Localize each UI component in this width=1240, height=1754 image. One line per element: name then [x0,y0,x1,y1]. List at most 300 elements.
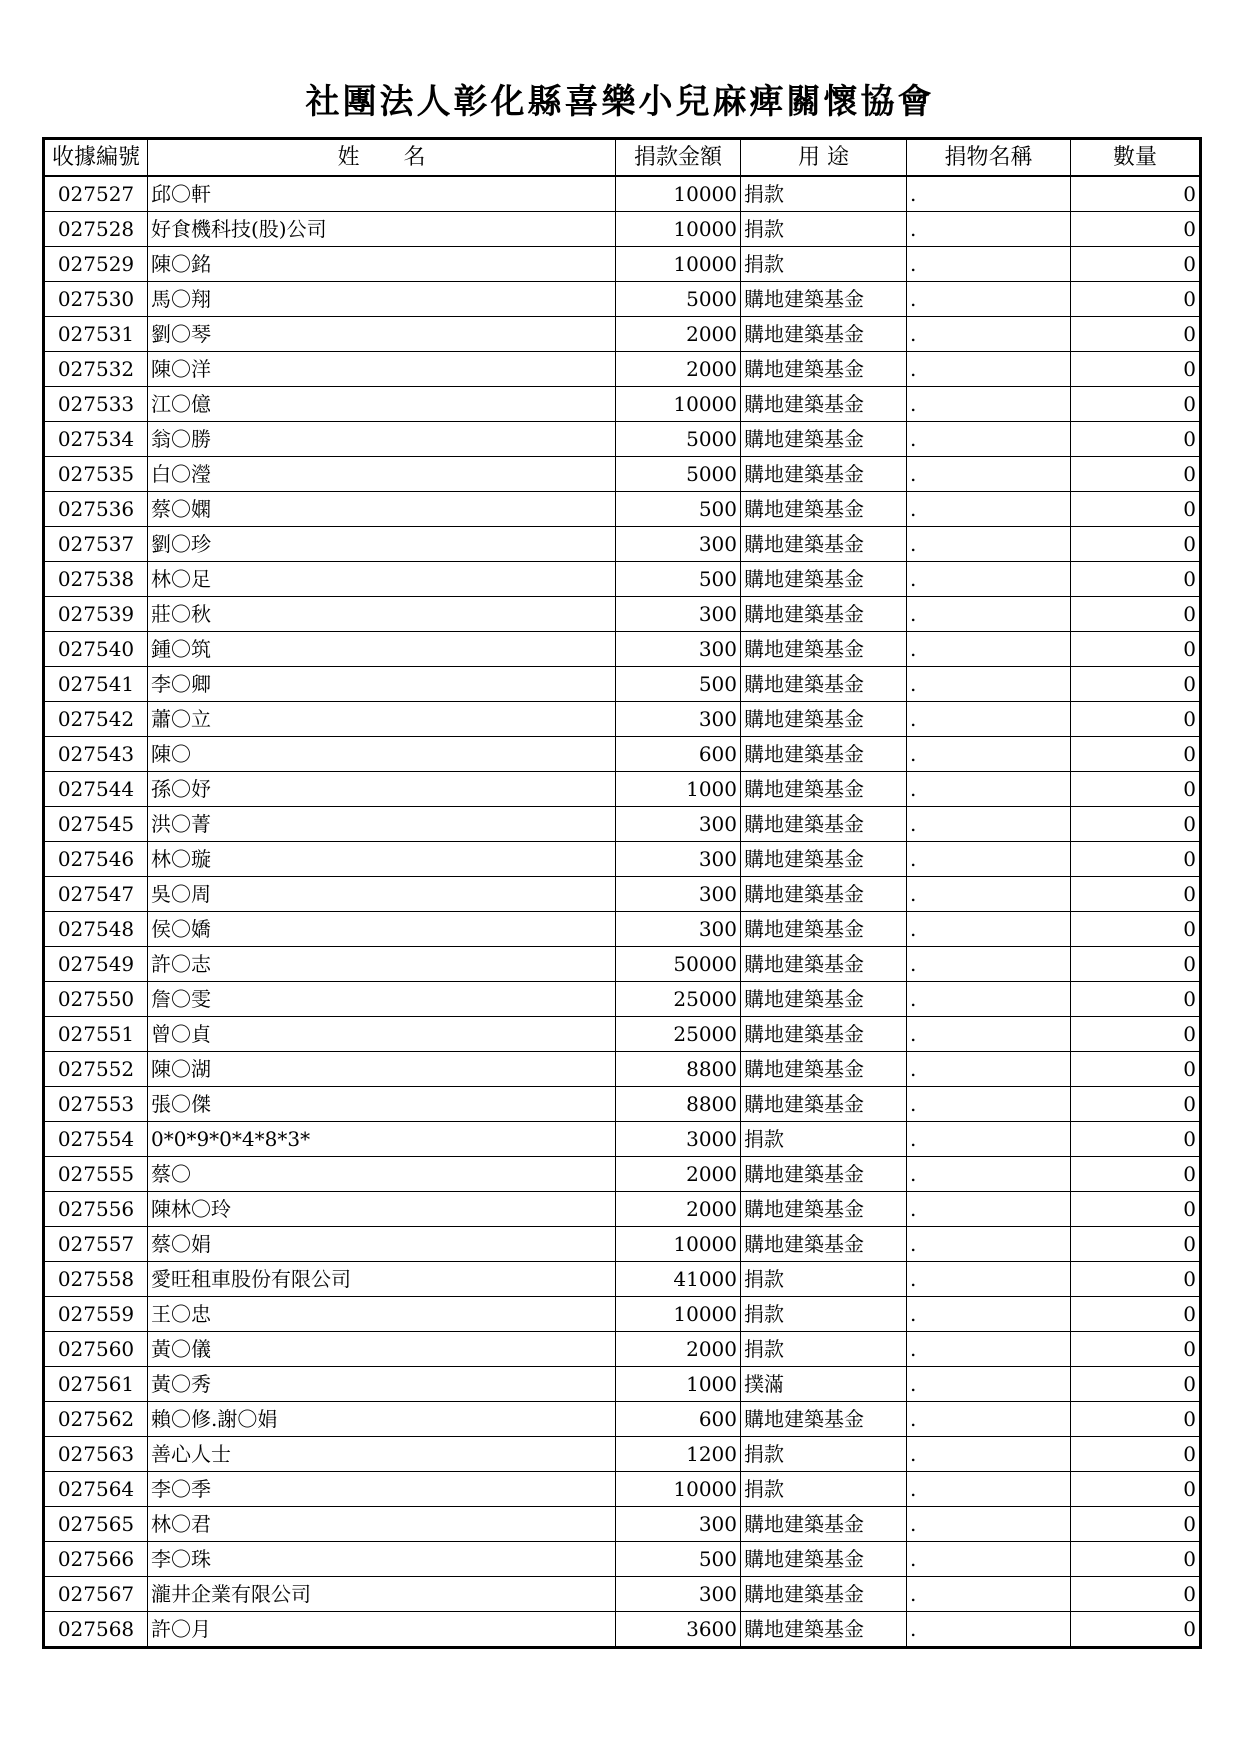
item-name-cell: . [907,1367,1071,1402]
header-name: 姓 名 [148,139,616,177]
donor-name-cell: 林〇君 [148,1507,616,1542]
amount-cell: 5000 [616,422,741,457]
item-name-cell: . [907,702,1071,737]
purpose-cell: 捐款 [741,1297,907,1332]
table-row [44,877,1201,912]
amount-cell: 8800 [616,1087,741,1122]
item-name-cell: . [907,1437,1071,1472]
donor-name-cell: 陳林〇玲 [148,1192,616,1227]
quantity-cell: 0 [1071,737,1201,772]
receipt-no-cell: 027553 [44,1087,148,1122]
donor-name-cell: 林〇璇 [148,842,616,877]
header-receipt-no: 收據編號 [44,139,148,177]
quantity-cell: 0 [1071,632,1201,667]
header-amount: 捐款金額 [616,139,741,177]
quantity-cell: 0 [1071,387,1201,422]
table-row [44,1087,1201,1122]
donor-name-cell: 黃〇儀 [148,1332,616,1367]
amount-cell: 300 [616,597,741,632]
amount-cell: 300 [616,527,741,562]
purpose-cell: 捐款 [741,1472,907,1507]
receipt-no-cell: 027542 [44,702,148,737]
purpose-cell: 購地建築基金 [741,1507,907,1542]
purpose-cell: 購地建築基金 [741,1577,907,1612]
quantity-cell: 0 [1071,1577,1201,1612]
purpose-cell: 購地建築基金 [741,1087,907,1122]
quantity-cell: 0 [1071,1612,1201,1648]
table-row [44,1262,1201,1297]
purpose-cell: 購地建築基金 [741,1227,907,1262]
quantity-cell: 0 [1071,1227,1201,1262]
amount-cell: 600 [616,1402,741,1437]
item-name-cell: . [907,1472,1071,1507]
table-row [44,1192,1201,1227]
donor-name-cell: 瀧井企業有限公司 [148,1577,616,1612]
item-name-cell: . [907,1192,1071,1227]
donor-name-cell: 愛旺租車股份有限公司 [148,1262,616,1297]
amount-cell: 41000 [616,1262,741,1297]
purpose-cell: 購地建築基金 [741,1542,907,1577]
donor-name-cell: 陳〇洋 [148,352,616,387]
donor-name-cell: 陳〇湖 [148,1052,616,1087]
quantity-cell: 0 [1071,597,1201,632]
purpose-cell: 捐款 [741,212,907,247]
item-name-cell: . [907,667,1071,702]
purpose-cell: 購地建築基金 [741,492,907,527]
receipt-no-cell: 027549 [44,947,148,982]
donor-name-cell: 白〇瀅 [148,457,616,492]
donor-name-cell: 莊〇秋 [148,597,616,632]
table-row [44,702,1201,737]
purpose-cell: 購地建築基金 [741,1612,907,1648]
item-name-cell: . [907,247,1071,282]
amount-cell: 1000 [616,1367,741,1402]
quantity-cell: 0 [1071,1402,1201,1437]
quantity-cell: 0 [1071,1332,1201,1367]
donor-name-cell: 許〇志 [148,947,616,982]
quantity-cell: 0 [1071,1087,1201,1122]
amount-cell: 300 [616,807,741,842]
item-name-cell: . [907,632,1071,667]
item-name-cell: . [907,1227,1071,1262]
table-row [44,982,1201,1017]
receipt-no-cell: 027530 [44,282,148,317]
purpose-cell: 捐款 [741,1122,907,1157]
amount-cell: 2000 [616,317,741,352]
receipt-no-cell: 027543 [44,737,148,772]
receipt-no-cell: 027565 [44,1507,148,1542]
table-body [44,176,1201,1648]
donor-name-cell: 侯〇嬌 [148,912,616,947]
donor-name-cell: 0*0*9*0*4*8*3* [148,1122,616,1157]
receipt-no-cell: 027527 [44,176,148,212]
quantity-cell: 0 [1071,667,1201,702]
quantity-cell: 0 [1071,702,1201,737]
table-row [44,317,1201,352]
quantity-cell: 0 [1071,877,1201,912]
table-row [44,527,1201,562]
donor-name-cell: 蔡〇娟 [148,1227,616,1262]
purpose-cell: 撲滿 [741,1367,907,1402]
amount-cell: 10000 [616,1297,741,1332]
table-row [44,807,1201,842]
amount-cell: 10000 [616,1227,741,1262]
donor-name-cell: 吳〇周 [148,877,616,912]
table-row [44,632,1201,667]
receipt-no-cell: 027546 [44,842,148,877]
quantity-cell: 0 [1071,1367,1201,1402]
amount-cell: 300 [616,912,741,947]
donor-name-cell: 詹〇雯 [148,982,616,1017]
amount-cell: 300 [616,702,741,737]
receipt-no-cell: 027544 [44,772,148,807]
purpose-cell: 購地建築基金 [741,422,907,457]
donation-table [42,137,1202,1649]
table-row [44,492,1201,527]
amount-cell: 300 [616,842,741,877]
receipt-no-cell: 027547 [44,877,148,912]
table-row [44,282,1201,317]
quantity-cell: 0 [1071,457,1201,492]
receipt-no-cell: 027555 [44,1157,148,1192]
table-row [44,352,1201,387]
table-row [44,1297,1201,1332]
quantity-cell: 0 [1071,282,1201,317]
amount-cell: 10000 [616,387,741,422]
table-row [44,1332,1201,1367]
table-row [44,772,1201,807]
receipt-no-cell: 027528 [44,212,148,247]
item-name-cell: . [907,1052,1071,1087]
header-purpose: 用 途 [741,139,907,177]
amount-cell: 10000 [616,247,741,282]
table-row [44,1472,1201,1507]
purpose-cell: 購地建築基金 [741,667,907,702]
receipt-no-cell: 027567 [44,1577,148,1612]
table-row [44,1402,1201,1437]
purpose-cell: 購地建築基金 [741,457,907,492]
quantity-cell: 0 [1071,1297,1201,1332]
table-row [44,562,1201,597]
purpose-cell: 購地建築基金 [741,1017,907,1052]
receipt-no-cell: 027564 [44,1472,148,1507]
item-name-cell: . [907,737,1071,772]
quantity-cell: 0 [1071,912,1201,947]
item-name-cell: . [907,912,1071,947]
amount-cell: 3600 [616,1612,741,1648]
quantity-cell: 0 [1071,527,1201,562]
item-name-cell: . [907,282,1071,317]
donor-name-cell: 孫〇妤 [148,772,616,807]
quantity-cell: 0 [1071,1542,1201,1577]
amount-cell: 5000 [616,457,741,492]
item-name-cell: . [907,1542,1071,1577]
amount-cell: 2000 [616,352,741,387]
donor-name-cell: 鍾〇筑 [148,632,616,667]
donor-name-cell: 林〇足 [148,562,616,597]
quantity-cell: 0 [1071,807,1201,842]
item-name-cell: . [907,1507,1071,1542]
receipt-no-cell: 027532 [44,352,148,387]
receipt-no-cell: 027548 [44,912,148,947]
amount-cell: 600 [616,737,741,772]
receipt-no-cell: 027535 [44,457,148,492]
amount-cell: 1200 [616,1437,741,1472]
receipt-no-cell: 027563 [44,1437,148,1472]
item-name-cell: . [907,527,1071,562]
receipt-no-cell: 027566 [44,1542,148,1577]
receipt-no-cell: 027554 [44,1122,148,1157]
purpose-cell: 捐款 [741,247,907,282]
purpose-cell: 購地建築基金 [741,527,907,562]
donor-name-cell: 馬〇翔 [148,282,616,317]
receipt-no-cell: 027536 [44,492,148,527]
quantity-cell: 0 [1071,212,1201,247]
receipt-no-cell: 027557 [44,1227,148,1262]
receipt-no-cell: 027541 [44,667,148,702]
amount-cell: 25000 [616,982,741,1017]
purpose-cell: 捐款 [741,176,907,212]
amount-cell: 2000 [616,1332,741,1367]
donor-name-cell: 蕭〇立 [148,702,616,737]
receipt-no-cell: 027559 [44,1297,148,1332]
table-row [44,1052,1201,1087]
item-name-cell: . [907,352,1071,387]
table-row [44,422,1201,457]
table-row [44,1367,1201,1402]
table-row [44,1577,1201,1612]
purpose-cell: 捐款 [741,1262,907,1297]
donor-name-cell: 邱〇軒 [148,176,616,212]
amount-cell: 8800 [616,1052,741,1087]
receipt-no-cell: 027568 [44,1612,148,1648]
receipt-no-cell: 027560 [44,1332,148,1367]
purpose-cell: 購地建築基金 [741,282,907,317]
donor-name-cell: 善心人士 [148,1437,616,1472]
table-row [44,176,1201,212]
table-row [44,457,1201,492]
purpose-cell: 購地建築基金 [741,1192,907,1227]
item-name-cell: . [907,1332,1071,1367]
item-name-cell: . [907,807,1071,842]
quantity-cell: 0 [1071,352,1201,387]
amount-cell: 50000 [616,947,741,982]
table-row [44,1612,1201,1648]
purpose-cell: 購地建築基金 [741,1052,907,1087]
table-row [44,667,1201,702]
donor-name-cell: 李〇季 [148,1472,616,1507]
quantity-cell: 0 [1071,1507,1201,1542]
table-row [44,597,1201,632]
amount-cell: 1000 [616,772,741,807]
item-name-cell: . [907,1612,1071,1648]
table-row [44,1507,1201,1542]
purpose-cell: 購地建築基金 [741,1402,907,1437]
item-name-cell: . [907,1297,1071,1332]
quantity-cell: 0 [1071,1192,1201,1227]
table-row [44,247,1201,282]
purpose-cell: 購地建築基金 [741,352,907,387]
receipt-no-cell: 027551 [44,1017,148,1052]
donor-name-cell: 賴〇修.謝〇娟 [148,1402,616,1437]
item-name-cell: . [907,317,1071,352]
quantity-cell: 0 [1071,1262,1201,1297]
table-row [44,1017,1201,1052]
item-name-cell: . [907,212,1071,247]
quantity-cell: 0 [1071,772,1201,807]
donor-name-cell: 蔡〇 [148,1157,616,1192]
table-row [44,1122,1201,1157]
quantity-cell: 0 [1071,247,1201,282]
amount-cell: 2000 [616,1192,741,1227]
amount-cell: 3000 [616,1122,741,1157]
item-name-cell: . [907,982,1071,1017]
purpose-cell: 購地建築基金 [741,1157,907,1192]
donor-name-cell: 劉〇琴 [148,317,616,352]
receipt-no-cell: 027539 [44,597,148,632]
donor-name-cell: 李〇卿 [148,667,616,702]
quantity-cell: 0 [1071,1472,1201,1507]
table-row [44,842,1201,877]
receipt-no-cell: 027531 [44,317,148,352]
item-name-cell: . [907,176,1071,212]
donor-name-cell: 陳〇銘 [148,247,616,282]
table-row [44,912,1201,947]
item-name-cell: . [907,562,1071,597]
purpose-cell: 購地建築基金 [741,317,907,352]
donor-name-cell: 陳〇 [148,737,616,772]
purpose-cell: 捐款 [741,1332,907,1367]
amount-cell: 2000 [616,1157,741,1192]
quantity-cell: 0 [1071,492,1201,527]
item-name-cell: . [907,877,1071,912]
amount-cell: 10000 [616,1472,741,1507]
quantity-cell: 0 [1071,947,1201,982]
item-name-cell: . [907,1122,1071,1157]
purpose-cell: 購地建築基金 [741,912,907,947]
header-quantity: 數量 [1071,139,1201,177]
purpose-cell: 購地建築基金 [741,562,907,597]
table-row [44,1157,1201,1192]
quantity-cell: 0 [1071,317,1201,352]
receipt-no-cell: 027545 [44,807,148,842]
item-name-cell: . [907,842,1071,877]
purpose-cell: 購地建築基金 [741,632,907,667]
amount-cell: 10000 [616,212,741,247]
amount-cell: 500 [616,1542,741,1577]
quantity-cell: 0 [1071,1122,1201,1157]
item-name-cell: . [907,387,1071,422]
quantity-cell: 0 [1071,982,1201,1017]
receipt-no-cell: 027562 [44,1402,148,1437]
item-name-cell: . [907,1262,1071,1297]
purpose-cell: 購地建築基金 [741,387,907,422]
receipt-no-cell: 027558 [44,1262,148,1297]
item-name-cell: . [907,457,1071,492]
amount-cell: 300 [616,632,741,667]
amount-cell: 300 [616,877,741,912]
receipt-no-cell: 027537 [44,527,148,562]
donor-name-cell: 黃〇秀 [148,1367,616,1402]
item-name-cell: . [907,772,1071,807]
receipt-no-cell: 027540 [44,632,148,667]
receipt-no-cell: 027529 [44,247,148,282]
quantity-cell: 0 [1071,1437,1201,1472]
item-name-cell: . [907,597,1071,632]
table-row [44,947,1201,982]
donor-name-cell: 江〇億 [148,387,616,422]
donor-name-cell: 洪〇菁 [148,807,616,842]
item-name-cell: . [907,422,1071,457]
receipt-no-cell: 027552 [44,1052,148,1087]
purpose-cell: 購地建築基金 [741,842,907,877]
table-row [44,1227,1201,1262]
purpose-cell: 購地建築基金 [741,772,907,807]
amount-cell: 300 [616,1507,741,1542]
donor-name-cell: 劉〇珍 [148,527,616,562]
item-name-cell: . [907,1402,1071,1437]
table-row [44,1542,1201,1577]
quantity-cell: 0 [1071,562,1201,597]
receipt-no-cell: 027561 [44,1367,148,1402]
donor-name-cell: 王〇忠 [148,1297,616,1332]
amount-cell: 5000 [616,282,741,317]
amount-cell: 500 [616,667,741,702]
donor-name-cell: 蔡〇嫻 [148,492,616,527]
quantity-cell: 0 [1071,1017,1201,1052]
purpose-cell: 購地建築基金 [741,877,907,912]
item-name-cell: . [907,947,1071,982]
donor-name-cell: 張〇傑 [148,1087,616,1122]
donor-name-cell: 許〇月 [148,1612,616,1648]
purpose-cell: 購地建築基金 [741,737,907,772]
purpose-cell: 購地建築基金 [741,982,907,1017]
item-name-cell: . [907,1577,1071,1612]
amount-cell: 500 [616,492,741,527]
receipt-no-cell: 027550 [44,982,148,1017]
donor-name-cell: 李〇珠 [148,1542,616,1577]
donor-name-cell: 翁〇勝 [148,422,616,457]
quantity-cell: 0 [1071,1157,1201,1192]
purpose-cell: 購地建築基金 [741,947,907,982]
document-title: 社團法人彰化縣喜樂小兒麻痺關懷協會 [305,82,935,122]
amount-cell: 500 [616,562,741,597]
quantity-cell: 0 [1071,422,1201,457]
donor-name-cell: 曾〇貞 [148,1017,616,1052]
purpose-cell: 購地建築基金 [741,807,907,842]
quantity-cell: 0 [1071,176,1201,212]
quantity-cell: 0 [1071,842,1201,877]
table-row [44,212,1201,247]
item-name-cell: . [907,1157,1071,1192]
table-row [44,737,1201,772]
header-item-name: 捐物名稱 [907,139,1071,177]
item-name-cell: . [907,1087,1071,1122]
receipt-no-cell: 027556 [44,1192,148,1227]
table-row [44,1437,1201,1472]
donor-name-cell: 好食機科技(股)公司 [148,212,616,247]
amount-cell: 25000 [616,1017,741,1052]
amount-cell: 10000 [616,176,741,212]
receipt-no-cell: 027534 [44,422,148,457]
quantity-cell: 0 [1071,1052,1201,1087]
purpose-cell: 捐款 [741,1437,907,1472]
table-row [44,387,1201,422]
purpose-cell: 購地建築基金 [741,702,907,737]
table-header-row [44,139,1201,177]
item-name-cell: . [907,492,1071,527]
receipt-no-cell: 027533 [44,387,148,422]
